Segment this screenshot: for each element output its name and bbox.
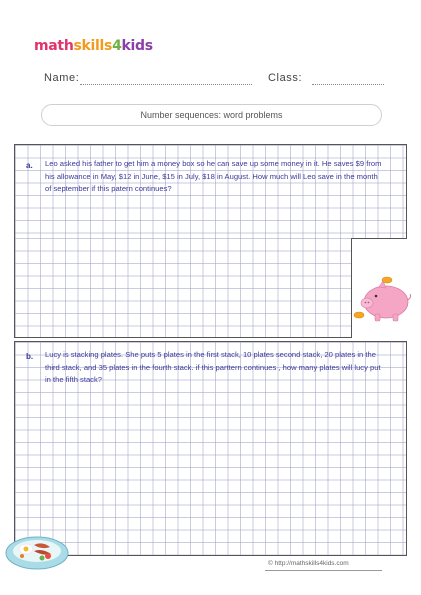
piggy-bank-icon	[353, 272, 413, 324]
footer-copyright[interactable]: © http://mathskills4kids.com	[268, 560, 349, 567]
problem-b-letter: b.	[26, 352, 34, 361]
worksheet-title: Number sequences: word problems	[41, 104, 382, 126]
name-field[interactable]	[80, 84, 252, 85]
class-field[interactable]	[312, 84, 384, 85]
problem-a-text: Leo asked his father to get him a money box so he can save up some money in it. He saves $9 from his allowance in May, $12 in June, $15 in July, $18 in August. How much will Leo save in the month of september if this patern continues?	[45, 159, 382, 193]
problem-a-letter: a.	[26, 161, 33, 170]
plate-of-food-icon	[4, 527, 70, 571]
problem-a-work-area[interactable]	[14, 238, 352, 338]
class-label: Class:	[268, 72, 303, 84]
problem-b-text: Lucy is stacking plates. She puts 5 plates in the first stack, 10 plates second stack, 20 plates in the third stack, and 35 plates in the fourth stack. if this parttern continues , how many plates will lucy put in the fifth stack?	[45, 350, 381, 384]
name-label: Name:	[44, 72, 80, 84]
logo-text: mathskills4kids	[34, 38, 153, 54]
footer-rule	[265, 570, 382, 571]
